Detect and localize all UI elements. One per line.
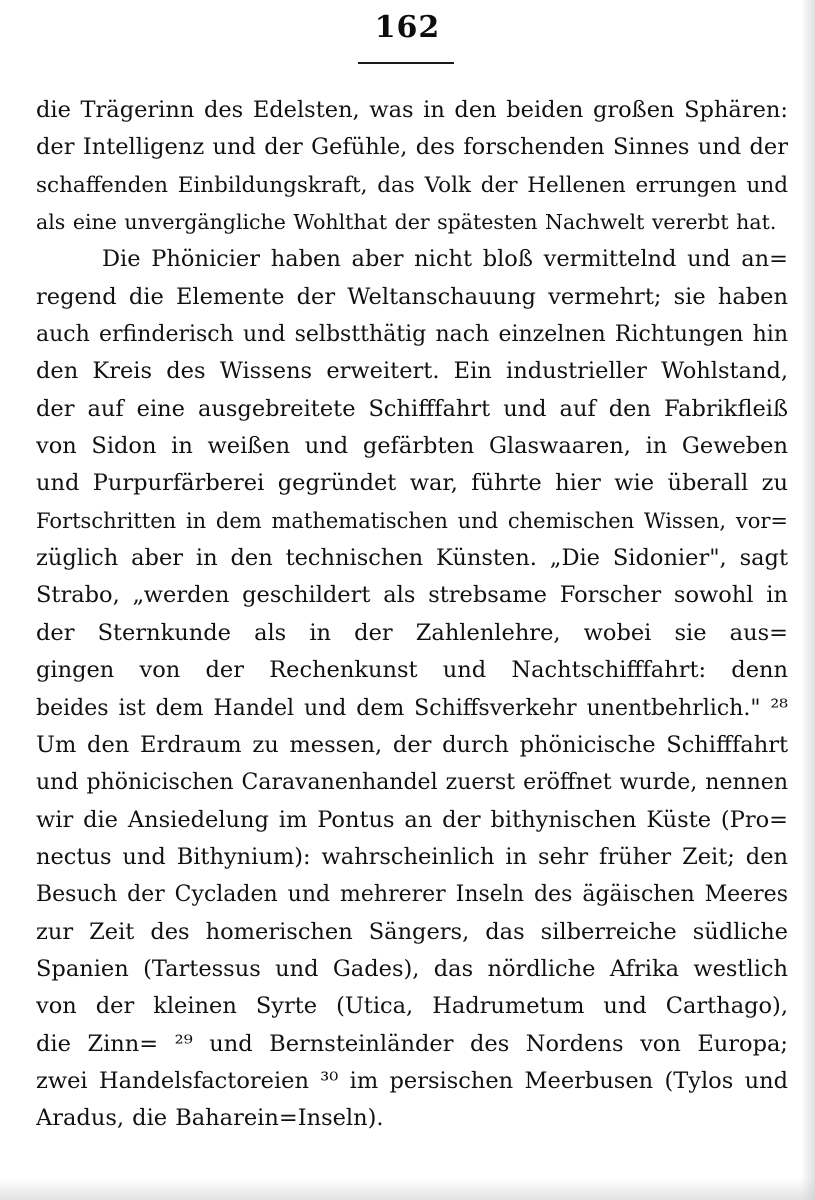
- text-line: regend die Elemente der Weltanschauung vermehrt; sie haben: [36, 283, 788, 310]
- text-line: Strabo, „werden geschildert als strebsame Forscher sowohl in: [36, 582, 788, 609]
- text-line: von Sidon in weißen und gefärbten Glaswaaren, in Geweben: [36, 433, 788, 460]
- text-line: und phönicischen Caravanenhandel zuerst eröffnet wurde, nennen: [36, 770, 788, 796]
- text-line: zwei Handelsfactoreien ³⁰ im persischen Meerbusen (Tylos und: [36, 1067, 788, 1094]
- text-line: den Kreis des Wissens erweitert. Ein industrieller Wohlstand,: [36, 358, 788, 385]
- text-line: als eine unvergängliche Wohlthat der spätesten Nachwelt vererbt hat.: [36, 210, 777, 235]
- text-line: auch erfinderisch und selbstthätig nach einzelnen Richtungen hin: [36, 322, 788, 348]
- text-line: beides ist dem Handel und dem Schiffsverkehr unentbehrlich." ²⁸: [36, 695, 788, 721]
- text-line: Die Phönicier haben aber nicht bloß vermittelnd und an=: [102, 246, 788, 273]
- text-line: die Zinn= ²⁹ und Bernsteinländer des Nordens von Europa;: [36, 1030, 788, 1057]
- header-rule: [358, 62, 454, 64]
- text-line: der Intelligenz und der Gefühle, des forschenden Sinnes und der: [36, 134, 788, 161]
- text-line: Spanien (Tartessus und Gades), das nördliche Afrika westlich: [36, 955, 788, 982]
- text-line: die Trägerinn des Edelsten, was in den beiden großen Sphären:: [36, 97, 788, 123]
- text-line: wir die Ansiedelung im Pontus an der bithynischen Küste (Pro=: [36, 806, 788, 833]
- text-line: von der kleinen Syrte (Utica, Hadrumetum und Carthago),: [36, 993, 788, 1020]
- page-bottom-shadow: [0, 1178, 815, 1200]
- text-line: gingen von der Rechenkunst und Nachtschifffahrt: denn: [36, 657, 788, 684]
- text-line: Fortschritten in dem mathematischen und chemischen Wissen, vor=: [36, 508, 788, 533]
- text-line: züglich aber in den technischen Künsten. „Die Sidonier", sagt: [36, 545, 788, 572]
- body-text: [36, 92, 788, 1138]
- text-line: der Sternkunde als in der Zahlenlehre, wobei sie aus=: [36, 619, 788, 646]
- text-line: Aradus, die Baharein=Inseln).: [36, 1105, 384, 1132]
- text-line: der auf eine ausgebreitete Schifffahrt und auf den Fabrikfleiß: [36, 395, 788, 422]
- text-line: schaffenden Einbildungskraft, das Volk der Hellenen errungen und: [36, 172, 788, 198]
- text-line: zur Zeit des homerischen Sängers, das silberreiche südliche: [36, 918, 788, 945]
- text-line: Besuch der Cycladen und mehrerer Inseln des ägäischen Meeres: [36, 882, 788, 908]
- page-number: 162: [374, 10, 441, 45]
- text-line: und Purpurfärberei gegründet war, führte hier wie überall zu: [36, 470, 788, 497]
- text-line: nectus und Bithynium): wahrscheinlich in sehr früher Zeit; den: [36, 843, 788, 870]
- text-line: Um den Erdraum zu messen, der durch phönicische Schifffahrt: [36, 731, 788, 758]
- page-edge-shadow: [801, 0, 815, 1200]
